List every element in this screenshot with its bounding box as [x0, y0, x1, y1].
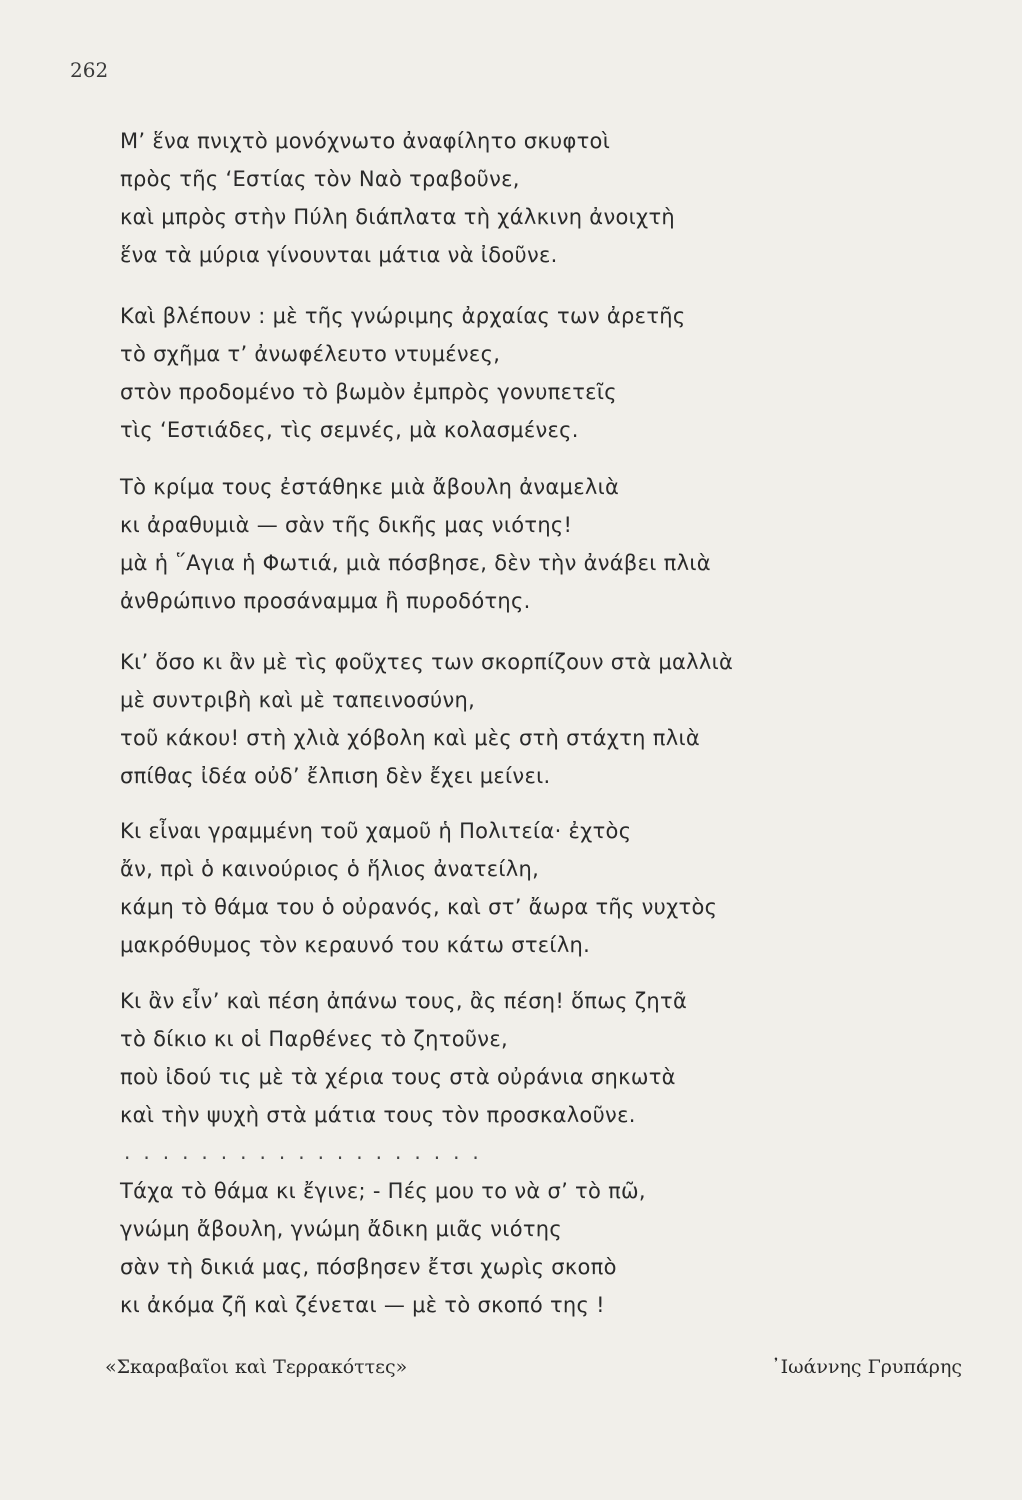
verse-line: κι ἀραθυμιὰ — σὰν τῆς δικῆς μας νιότης!: [120, 513, 573, 537]
verse-line: καὶ τὴν ψυχὴ στὰ μάτια τους τὸν προσκαλοῦνε.: [120, 1103, 636, 1127]
page-number: 262: [70, 58, 109, 82]
verse-line: ἕνα τὰ μύρια γίνουνται μάτια νὰ ἰδοῦνε.: [120, 243, 558, 267]
stanza: [120, 122, 920, 274]
verse-line: μὲ συντριβὴ καὶ μὲ ταπεινοσύνη,: [120, 688, 476, 712]
verse-line: τὶς ‘Εστιάδες, τὶς σεμνές, μὰ κολασμένες.: [120, 418, 579, 442]
verse-line: κάμη τὸ θάμα του ὁ οὐρανός, καὶ στ’ ἄωρα τῆς νυχτὸς: [120, 895, 718, 919]
verse-line: τὸ σχῆμα τ’ ἀνωφέλευτο ντυμένες,: [120, 342, 501, 366]
verse-line: Τὸ κρίμα τους ἐστάθηκε μιὰ ἄβουλη ἀναμελιὰ: [120, 475, 620, 499]
stanza: [120, 812, 920, 964]
verse-line: στὸν προδομένο τὸ βωμὸν ἐμπρὸς γονυπετεῖς: [120, 380, 617, 404]
verse-line: Τάχα τὸ θάμα κι ἔγινε; - Πές μου το νὰ σ’ τὸ πῶ,: [120, 1179, 646, 1203]
stanza: [120, 468, 920, 620]
verse-line: Κι εἶναι γραμμένη τοῦ χαμοῦ ἡ Πολιτεία· ἐχτὸς: [120, 819, 632, 843]
ellipsis-row: ...................: [124, 1140, 492, 1164]
verse-line: μακρόθυμος τὸν κεραυνό του κάτω στείλη.: [120, 933, 591, 957]
verse-line: Κι ἂν εἶν’ καὶ πέση ἀπάνω τους, ἂς πέση! ὅπως ζητᾶ: [120, 989, 688, 1013]
verse-line: Μ’ ἕνα πνιχτὸ μονόχνωτο ἀναφίλητο σκυφτοὶ: [120, 129, 611, 153]
verse-line: ἄν, πρὶ ὁ καινούριος ὁ ἥλιος ἀνατείλη,: [120, 857, 540, 881]
verse-line: κι ἀκόμα ζῆ καὶ ζένεται — μὲ τὸ σκοπό της !: [120, 1293, 605, 1317]
verse-line: ἀνθρώπινο προσάναμμα ἢ πυροδότης.: [120, 589, 531, 613]
verse-line: Κι’ ὅσο κι ἂν μὲ τὶς φοῦχτες των σκορπίζουν στὰ μαλλιὰ: [120, 650, 734, 674]
stanza: [120, 643, 920, 795]
verse-line: τὸ δίκιο κι οἱ Παρθένες τὸ ζητοῦνε,: [120, 1027, 508, 1051]
verse-line: καὶ μπρὸς στὴν Πύλη διάπλατα τὴ χάλκινη ἀνοιχτὴ: [120, 205, 676, 229]
verse-line: Καὶ βλέπουν : μὲ τῆς γνώριμης ἀρχαίας των ἀρετῆς: [120, 304, 686, 328]
stanza: [120, 297, 920, 449]
stanza: [120, 982, 920, 1134]
verse-line: σὰν τὴ δικιά μας, πόσβησεν ἔτσι χωρὶς σκοπὸ: [120, 1255, 617, 1279]
author-name: ᾿Ιωάννης Γρυπάρης: [771, 1356, 962, 1378]
stanza: [120, 1172, 920, 1324]
verse-line: μὰ ἡ ῞Αγια ἡ Φωτιά, μιὰ πόσβησε, δὲν τὴν ἀνάβει πλιὰ: [120, 551, 711, 575]
verse-line: ποὺ ἰδού τις μὲ τὰ χέρια τους στὰ οὐράνια σηκωτὰ: [120, 1065, 676, 1089]
verse-line: πρὸς τῆς ‘Εστίας τὸν Ναὸ τραβοῦνε,: [120, 167, 520, 191]
verse-line: γνώμη ἄβουλη, γνώμη ἄδικη μιᾶς νιότης: [120, 1217, 563, 1241]
verse-line: σπίθας ἰδέα οὐδ’ ἔλπιση δὲν ἔχει μείνει.: [120, 764, 551, 788]
source-title: «Σκαραβαῖοι καὶ Τερρακόττες»: [105, 1356, 408, 1378]
verse-line: τοῦ κάκου! στὴ χλιὰ χόβολη καὶ μὲς στὴ στάχτη πλιὰ: [120, 726, 700, 750]
